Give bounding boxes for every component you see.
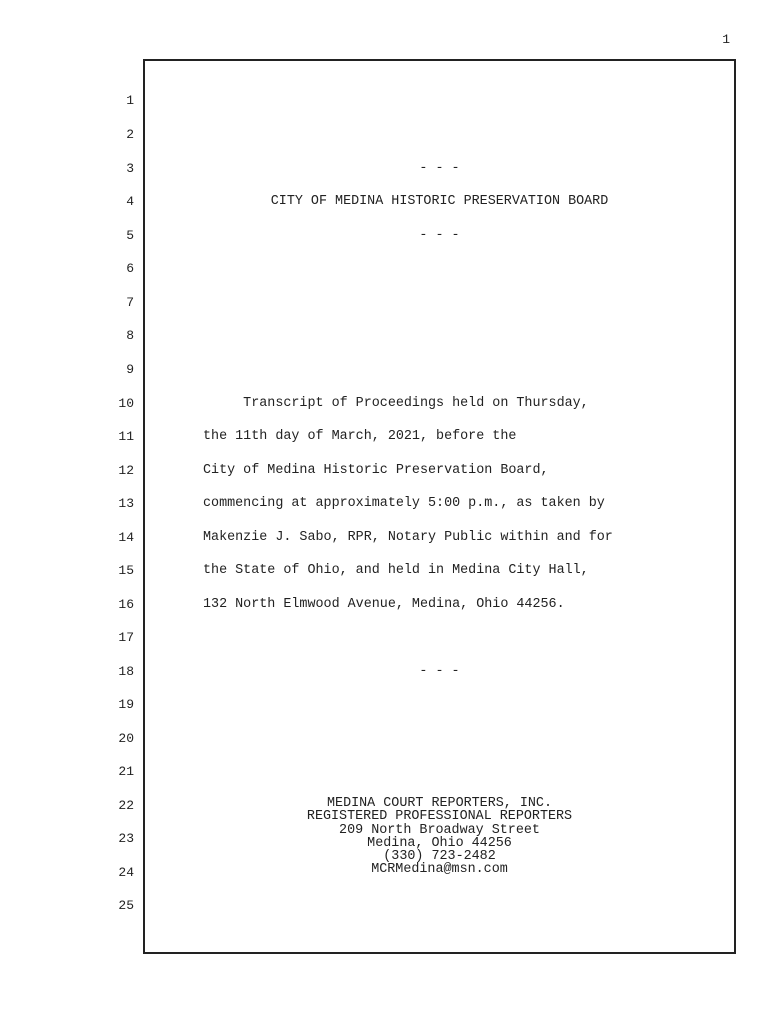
footer-city: Medina, Ohio 44256 xyxy=(367,835,512,851)
line-number: 18 xyxy=(118,664,134,679)
line-number: 8 xyxy=(126,328,134,343)
header-dashes-top: - - - xyxy=(419,161,460,176)
line-number: 24 xyxy=(118,865,134,880)
reporter-footer xyxy=(143,797,736,877)
line-number: 14 xyxy=(118,530,134,545)
line-number: 4 xyxy=(126,194,134,209)
line-number: 11 xyxy=(118,429,134,444)
line-number: 19 xyxy=(118,697,134,712)
body-line: the State of Ohio, and held in Medina City Hall, xyxy=(203,563,589,578)
page-number: 1 xyxy=(722,32,730,47)
footer-email: MCRMedina@msn.com xyxy=(371,862,508,878)
line-number: 12 xyxy=(118,463,134,478)
line-number: 20 xyxy=(118,731,134,746)
footer-company: MEDINA COURT REPORTERS, INC. xyxy=(327,796,552,811)
header-dashes-bottom: - - - xyxy=(419,228,460,243)
body-line: 132 North Elmwood Avenue, Medina, Ohio 44256. xyxy=(203,597,565,612)
body-line: City of Medina Historic Preservation Board, xyxy=(203,463,549,478)
line-number: 23 xyxy=(118,831,134,846)
footer-street: 209 North Broadway Street xyxy=(339,822,540,838)
line-number: 7 xyxy=(126,295,134,310)
line-number: 13 xyxy=(118,496,134,511)
line-number: 1 xyxy=(126,93,134,108)
footer-phone: (330) 723-2482 xyxy=(383,849,496,865)
body-line: the 11th day of March, 2021, before the xyxy=(203,429,517,444)
line-number: 6 xyxy=(126,261,134,276)
line-number: 17 xyxy=(118,630,134,645)
line-number: 10 xyxy=(118,396,134,411)
body-line: Makenzie J. Sabo, RPR, Notary Public within and for xyxy=(203,530,613,545)
line-number: 22 xyxy=(118,798,134,813)
line-number: 21 xyxy=(118,764,134,779)
board-title: CITY OF MEDINA HISTORIC PRESERVATION BOARD xyxy=(270,194,609,209)
line-number: 2 xyxy=(126,127,134,142)
body-line: Transcript of Proceedings held on Thursday, xyxy=(203,396,589,411)
end-dashes: - - - xyxy=(419,664,460,679)
line-number: 5 xyxy=(126,228,134,243)
line-number: 15 xyxy=(118,563,134,578)
line-number: 16 xyxy=(118,597,134,612)
line-number: 3 xyxy=(126,161,134,176)
footer-subtitle: REGISTERED PROFESSIONAL REPORTERS xyxy=(306,809,573,825)
line-number: 9 xyxy=(126,362,134,377)
line-number: 25 xyxy=(118,898,134,913)
body-line: commencing at approximately 5:00 p.m., as taken by xyxy=(203,496,605,511)
